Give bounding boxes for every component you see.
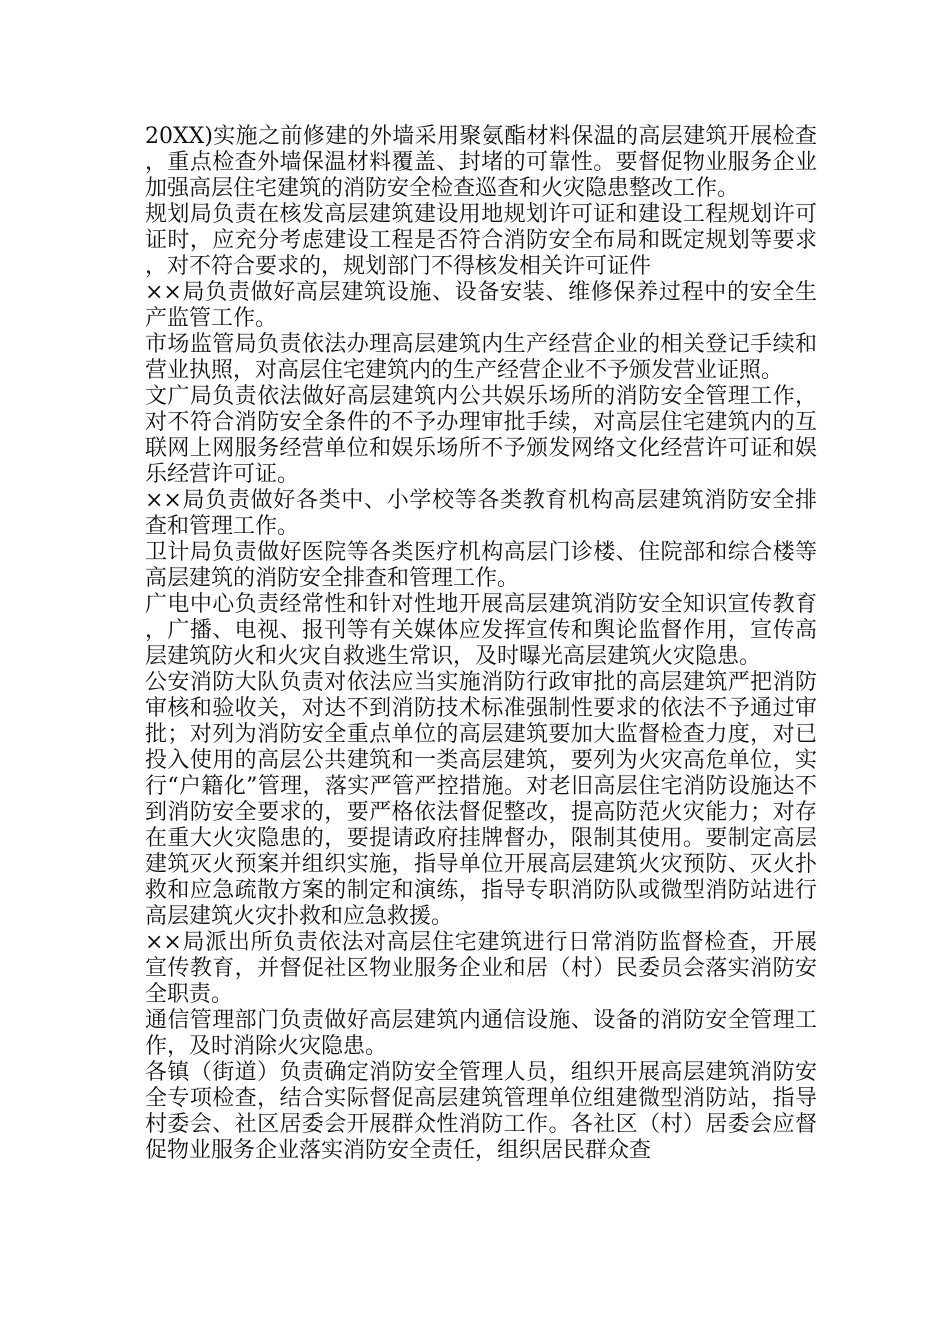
paragraph: ××局派出所负责依法对高层住宅建筑进行日常消防监督检查，开展宣传教育，并督促社区物业服务企业和居（村）民委员会落实消防安全职责。 <box>145 930 817 1007</box>
paragraph: 公安消防大队负责对依法应当实施消防行政审批的高层建筑严把消防审核和验收关，对达不到消防技术标准强制性要求的依法不予通过审批；对列为消防安全重点单位的高层建筑要加大监督检查力度，对已投入使用的高层公共建筑和一类高层建筑，要列为火灾高危单位，实行“户籍化”管理，落实严管严控措施。对老旧高层住宅消防设施达不到消防安全要求的，要严格依法督促整改，提高防范火灾能力；对存在重大火灾隐患的，要提请政府挂牌督办，限制其使用。要制定高层建筑灭火预案并组织实施，指导单位开展高层建筑火灾预防、灭火扑救和应急疏散方案的制定和演练，指导专职消防队或微型消防站进行高层建筑火灾扑救和应急救援。 <box>145 670 817 929</box>
paragraph: 文广局负责依法做好高层建筑内公共娱乐场所的消防安全管理工作，对不符合消防安全条件的不予办理审批手续，对高层住宅建筑内的互联网上网服务经营单位和娱乐场所不予颁发网络文化经营许可证和娱乐经营许可证。 <box>145 384 817 487</box>
paragraph: 20XX)实施之前修建的外墙采用聚氨酯材料保温的高层建筑开展检查，重点检查外墙保温材料覆盖、封堵的可靠性。要督促物业服务企业加强高层住宅建筑的消防安全检查巡查和火灾隐患整改工作。 <box>145 124 817 201</box>
paragraph: ××局负责做好各类中、小学校等各类教育机构高层建筑消防安全排查和管理工作。 <box>145 488 817 539</box>
paragraph: 各镇（街道）负责确定消防安全管理人员，组织开展高层建筑消防安全专项检查，结合实际督促高层建筑管理单位组建微型消防站，指导村委会、社区居委会开展群众性消防工作。各社区（村）居委会应督促物业服务企业落实消防安全责任，组织居民群众查 <box>145 1060 817 1163</box>
paragraph: 规划局负责在核发高层建筑建设用地规划许可证和建设工程规划许可证时，应充分考虑建设工程是否符合消防安全布局和既定规划等要求，对不符合要求的，规划部门不得核发相关许可证件 <box>145 202 817 279</box>
paragraph: ××局负责做好高层建筑设施、设备安装、维修保养过程中的安全生产监管工作。 <box>145 280 817 331</box>
paragraph: 通信管理部门负责做好高层建筑内通信设施、设备的消防安全管理工作，及时消除火灾隐患。 <box>145 1008 817 1059</box>
document-body <box>145 124 817 1164</box>
paragraph: 市场监管局负责依法办理高层建筑内生产经营企业的相关登记手续和营业执照，对高层住宅建筑内的生产经营企业不予颁发营业证照。 <box>145 332 817 383</box>
paragraph: 卫计局负责做好医院等各类医疗机构高层门诊楼、住院部和综合楼等高层建筑的消防安全排查和管理工作。 <box>145 540 817 591</box>
paragraph: 广电中心负责经常性和针对性地开展高层建筑消防安全知识宣传教育，广播、电视、报刊等有关媒体应发挥宣传和舆论监督作用，宣传高层建筑防火和火灾自救逃生常识，及时曝光高层建筑火灾隐患。 <box>145 592 817 669</box>
